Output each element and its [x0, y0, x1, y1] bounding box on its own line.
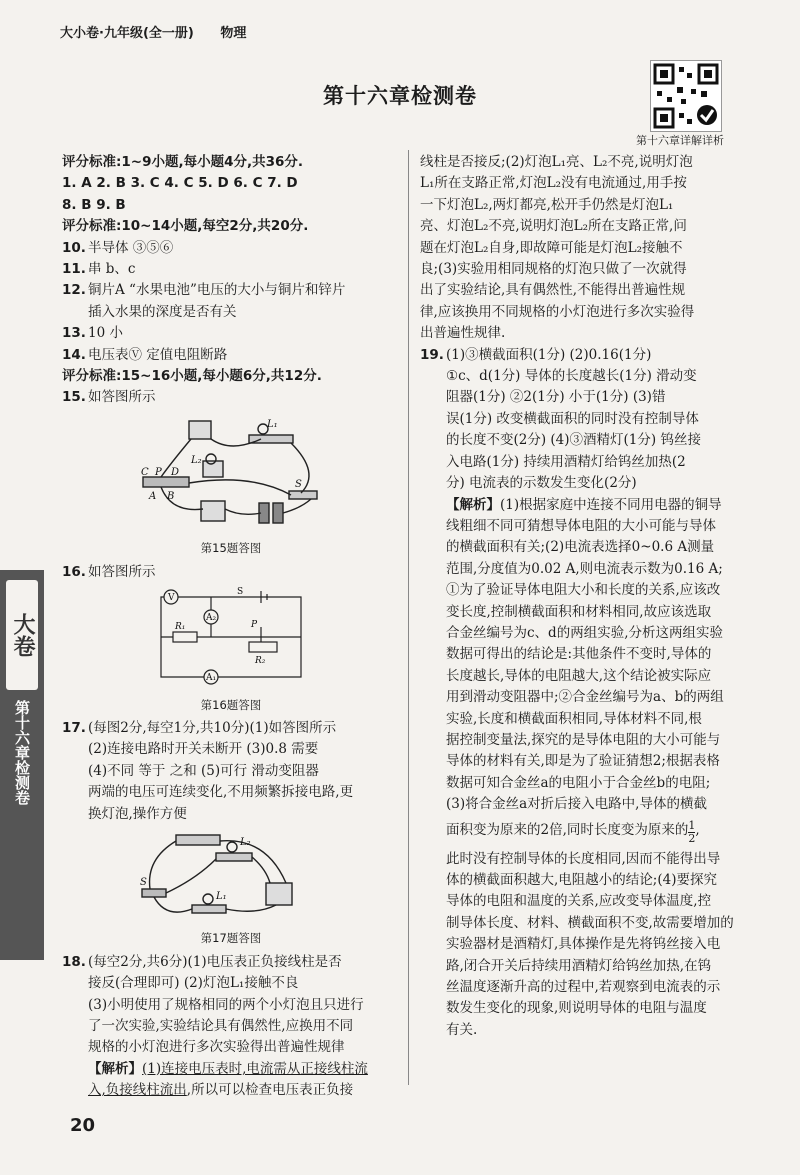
analysis-19: 【解析】 (1)根据家庭中连接不同用电器的铜导: [446, 496, 722, 513]
figure-16-caption: 第16题答图: [200, 697, 262, 712]
answer-12: 12. 铜片A “水果电池”电压的大小与铜片和锌片: [62, 282, 346, 299]
answer-17: 17. (每图2分,每空1分,共10分)(1)如答图所示: [62, 719, 337, 736]
label-A1: A₁: [206, 673, 217, 684]
fraction-one-half: $\frac{1}{2}$: [688, 818, 696, 845]
figure-17: [62, 829, 400, 950]
label-B: B: [167, 490, 175, 502]
label-P: P: [155, 466, 162, 478]
label-V: V: [168, 593, 175, 604]
label-P: P: [251, 620, 258, 631]
scoring-standard-3: 评分标准:15~16小题,每小题6分,共12分.: [62, 368, 322, 385]
answer-18: 18. (每空2分,共6分)(1)电压表正负接线柱是否: [62, 953, 342, 970]
side-tab-big-label: 大卷: [6, 580, 38, 690]
page-header: [60, 22, 246, 41]
label-D: D: [171, 466, 180, 478]
qr-code-icon: [651, 61, 721, 131]
scoring-standard-2: 评分标准:10~14小题,每空2分,共20分.: [62, 218, 309, 235]
figure-15-caption: 第15题答图: [200, 541, 262, 556]
fraction-line: 面积变为原来的2倍,同时长度变为原来的 $\frac{1}{2}$ ,: [446, 818, 700, 845]
label-S: S: [140, 876, 147, 888]
figure-15: [62, 413, 400, 560]
figure-17-caption: 第17题答图: [200, 931, 262, 946]
page-number: 20: [70, 1115, 96, 1136]
label-L1: L₁: [216, 890, 227, 902]
answer-19: 19. (1)③横截面积(1分) (2)0.16(1分): [420, 346, 652, 363]
right-column: 线柱是否接反;(2)灯泡L₁亮、L₂不亮,说明灯泡 L₁所在支路正常,灯泡L₂没有电流通过,用手按 一下灯泡L₂,两灯都亮,松开手仍然是灯泡L₁ 亮、灯泡L₂不亮,说明灯泡L₂所在支路正常,问 题在灯泡L₂自身,即故障可能是灯泡L₂接触不 良;(3)实验用相同规格的灯泡只做了一次就得 出了实验结论,具有偶然性,不能得出普遍性规 律,应该换用不同规格的小灯泡进行多次实验得 出普遍性规律. 19. (1)③横截面积(1分) (2)0.16(1分) ①c、d(1分) 导体的长度越长(1分) 滑动变 阻器(1分) ②2(1分) 小于(1分) (3)错 误(1分) 改变横截面积的同时没有控制导体 的长度不变(2分) (4)③酒精灯(1分) 钨丝接 入电路(1分) 持续用酒精灯给钨丝加热(2 分) 电流表的示数发生变化(2分) 【解析】 (1)根据家庭中连接不同用电器的铜导 线粗细不同可猜想导体电阻的大小可能与导体 的横截面积有关;(2)电流表选择0~0.6 A测量 范围,分度值为0.02 A,则电流表示数为0.16 A; ①为了验证导体电阻大小和长度的关系,应该改 变长度,控制横截面积和材料相同,故应该选取 合金丝编号为c、d的两组实验,分析这两组实验 数据可得出的结论是:其他条件不变时,导体的 长度越长,导体的电阻越大,这个结论被实际应 用到滑动变阻器中;②合金丝编号为a、b的两组 实验,长度和横截面积相同,导体材料不同,根 据控制变量法,探究的是导体电阻的大小可能与 导体的材料有关,即是为了验证猜想2;根据表格 数据可知合金丝a的电阻小于合金丝b的电阻; (3)将合金丝a对折后接入电路中,导体的横截 面积变为原来的2倍,同时长度变为原来的 $\frac{1}{2}$ , 此时没有控制导体的长度相同,因而不能得出导 体的横截面积越大,电阻越小的结论;(4)要探究 导体的电阻和温度的关系,应改变导体温度,控 制导体长度、材料、横截面积不变,故需要增加的 实验器材是酒精灯,具体操作是先将钨丝接入电 路,闭合开关后持续用酒精灯给钨丝加热,在钨 丝温度逐渐升高的过程中,若观察到电流表的示 数发生变化的现象,则说明导体的电阻与温度 有关.: [420, 152, 750, 1041]
page-title: 第十六章检测卷: [323, 84, 477, 108]
circuit-diagram-16: [151, 587, 311, 687]
subject-label: 物理: [220, 26, 247, 41]
answer-12-cont: 插入水果的深度是否有关: [88, 303, 237, 320]
label-R1: R₁: [175, 622, 186, 633]
analysis-18: 【解析】 (1)连接电压表时,电流需从正接线柱流: [88, 1060, 368, 1077]
circuit-diagram-17: [136, 829, 326, 921]
label-L2: L₂: [240, 836, 251, 848]
answers-8-9: 8. B 9. B: [62, 196, 126, 213]
label-C: C: [141, 466, 149, 478]
left-column: 评分标准:1~9小题,每小题4分,共36分. 1. A 2. B 3. C 4. C 5. D 6. C 7. D 8. B 9. B 评分标准:10~14小题,每空2分,共20分. 10. 半导体 ③⑤⑥ 11. 串 b、c 12. 铜片A “水果电池”电压的大小与铜片和锌片 插入水果的深度是否有关 13. 10 小 14. 电压表Ⓥ 定值电阻断路 评分标准:15~16小题,每小题6分,共12分. 15. 如答图所示 L₁ L₂ C P D A B S 第15题答图 16. 如答图所示 V S A₂ R₁ P R₂ A₁ 第16题答图 17. (每图2分,每空1分,共10分)(1)如答图所示 (2)连接电路时开关未断开 (3)0.8 需要 (4)不同 等于 之和 (5)可行 滑动变阻器 两端的电压可连续变化,不用频繁拆接电路,更 换灯泡,操作方便 L₂ S L₁ 第17题答图 18. (每空2分,共6分)(1)电压表正负接线柱是否 接反(合理即可) (2)灯泡L₁接触不良 (3)小明使用了规格相同的两个小灯泡且只进行 了一次实验,实验结论具有偶然性,应换用不同 规格的小灯泡进行多次实验得出普遍性规律 【解析】 (1)连接电压表时,电流需从正接线柱流 入,负接线柱流出 ,所以可以检查电压表正负接: [62, 152, 400, 1102]
side-tab-chapter-label: 第十六章检测卷: [13, 700, 31, 805]
label-L2: L₂: [191, 454, 202, 466]
label-A: A: [149, 490, 157, 502]
column-divider: [408, 150, 409, 1085]
label-L1: L₁: [267, 418, 278, 430]
answer-10: 10. 半导体 ③⑤⑥: [62, 239, 174, 256]
scoring-standard-1: 评分标准:1~9小题,每小题4分,共36分.: [62, 154, 304, 170]
answer-11: 11. 串 b、c: [62, 261, 136, 278]
answer-15: 15. 如答图所示: [62, 389, 156, 406]
answer-13: 13. 10 小: [62, 325, 123, 342]
circuit-diagram-15: [131, 413, 331, 531]
label-S: S: [237, 587, 244, 598]
label-A2: A₂: [206, 613, 217, 624]
analysis-18-cont: 线柱是否接反;(2)灯泡L₁亮、L₂不亮,说明灯泡: [420, 154, 693, 170]
label-S: S: [295, 478, 302, 490]
answer-16: 16. 如答图所示: [62, 563, 156, 580]
qr-caption: 第十六章详解详析: [636, 134, 724, 147]
label-R2: R₂: [255, 656, 266, 667]
qr-code[interactable]: [650, 60, 722, 132]
answers-1-7: 1. A 2. B 3. C 4. C 5. D 6. C 7. D: [62, 175, 298, 192]
figure-16: [62, 587, 400, 716]
answer-14: 14. 电压表Ⓥ 定值电阻断路: [62, 346, 228, 363]
series-label: 大小卷·九年级(全一册): [60, 26, 194, 41]
